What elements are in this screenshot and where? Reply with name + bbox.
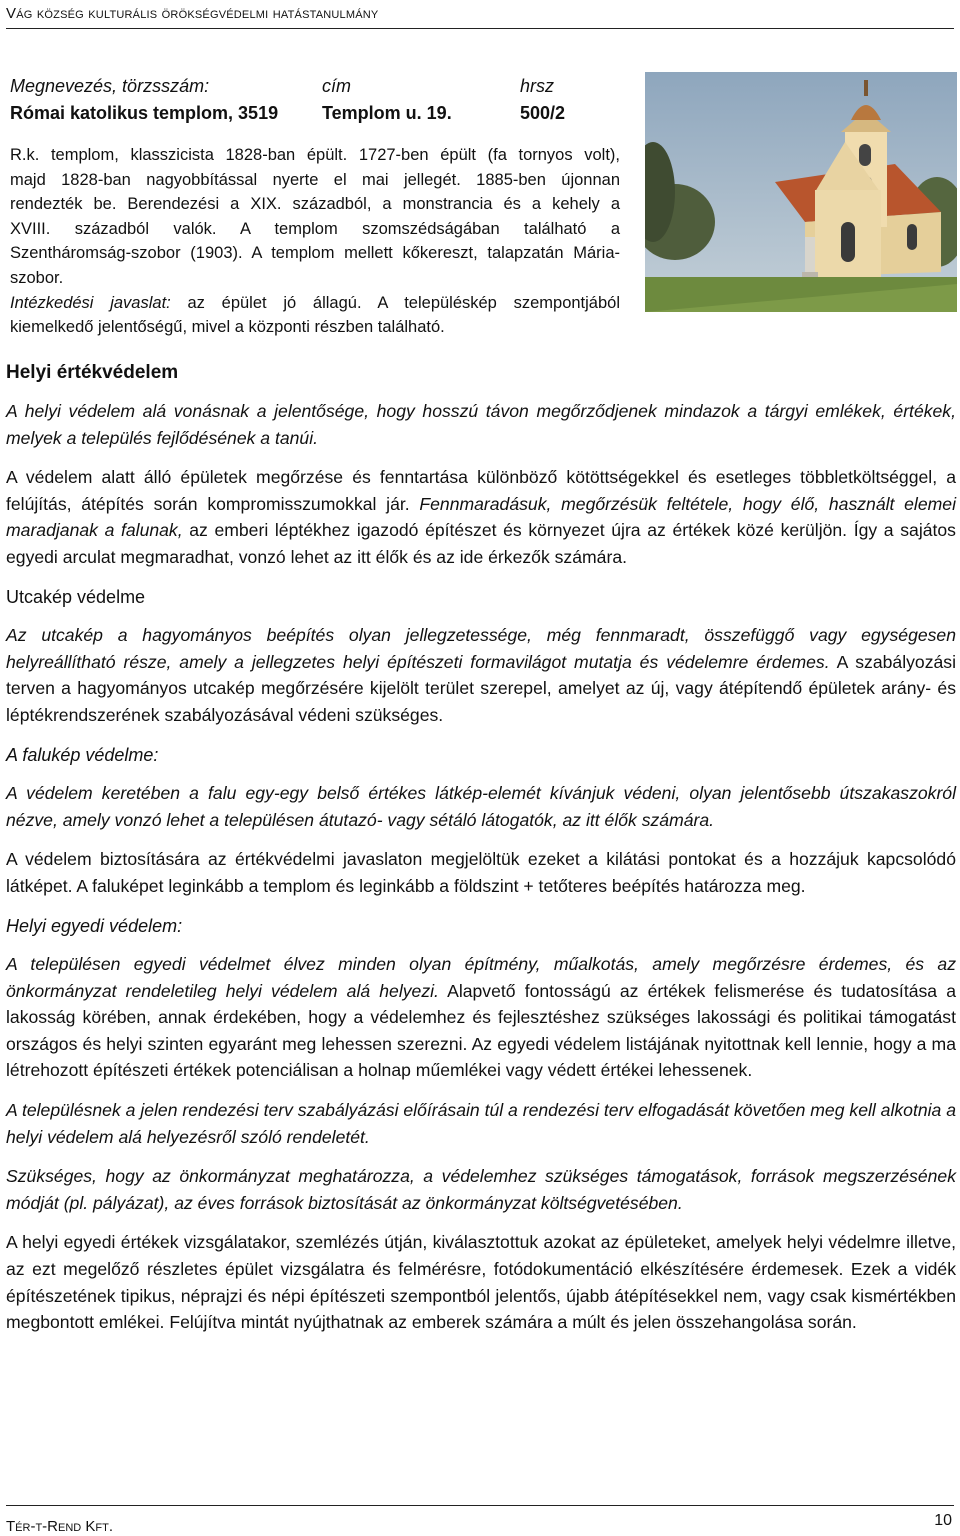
label-name: Megnevezés, törzsszám: [10, 76, 210, 96]
measure-line-2: kiemelkedő jelentőségű, mivel a központi részben található. [10, 318, 445, 337]
page-header [6, 2, 954, 29]
value-name: Római katolikus templom, 3519 [10, 103, 279, 123]
subheading-local: Helyi egyedi védelem: [6, 915, 183, 936]
building-description [10, 143, 620, 340]
description-line: rendezték be. Berendezési a XIX. századból, a monstrancia és a kehely a [10, 195, 620, 214]
text-span-italic: Az utcakép a hagyományos beépítés olyan jellegzetessége, még fennmaradt, összefüggő vagy egységesen helyreállítható része, amely a jellegzetes helyi építészeti formavilágot mutatja és védelemre érdemes. [6, 625, 956, 672]
value-address: Templom u. 19. [322, 103, 452, 123]
subheading-village: A falukép védelme: [6, 744, 159, 765]
page-footer [6, 1505, 954, 1534]
text-span-italic: Fennmaradásuk, megőrzésük feltétele, hogy élő, használt elemei maradjanak a falunak, [6, 493, 956, 541]
paragraph [6, 464, 956, 570]
paragraph [6, 951, 956, 1084]
paragraph: A helyi védelem alá vonásnak a jelentősége, hogy hosszú távon megőrződjenek mindazok a tárgyi emlékek, értékek, melyek a település fejlődésének a tanúi. [6, 401, 956, 448]
paragraph [6, 622, 956, 728]
text-span: az emberi léptékhez igazodó építészet és környezet újra az értékek közé kerüljön. Így a sajátos egyedi arculat megmaradhat, vonzó lehet az itt élők és az ide érkezők számára. [6, 520, 956, 567]
paragraph: A védelem keretében a falu egy-egy belső értékes látkép-elemét kívánjuk védeni, olyan jelentősebb útszakaszokról nézve, amely vonzó lehet a településen átutazó- vagy sétáló látogatók, az itt élők számára. [6, 783, 956, 830]
section-title: Helyi értékvédelem [6, 362, 179, 383]
text-span: Alapvető fontosságú az értékek felismerése és tudatosítása a lakosság körében, annak érdekében, hogy a védelemhez és fejlesztéshez szükséges lakossági és politikai támogatást országos és helyi szinten egyaránt meg lehessen szerezni. Az egyedi védelem listájának nyitottnak kell lennie, hogy a ma létrehozott építészeti értékek potenciálisan a holnap műemlékei vagy védett értékei lehessenek. [6, 980, 956, 1081]
main-text [6, 398, 956, 1349]
description-line: szobor. [10, 268, 64, 287]
document-title: Vág község kulturális örökségvédelmi hatástanulmány [6, 5, 379, 22]
description-line: Szentháromság-szobor (1903). A templom mellett kőkereszt, talapzatán Mária- [10, 244, 620, 263]
company-name: Tér-t-Rend Kft. [6, 1518, 113, 1535]
page-number: 10 [934, 1512, 952, 1529]
paragraph: A védelem biztosítására az értékvédelmi javaslaton megjelöltük ezeket a kilátási pontokat és a hozzájuk kapcsolódó látképet. A faluképet leginkább a templom és leginkább a földszint + tetőteres beépítés határozza meg. [6, 849, 956, 896]
label-address: cím [322, 76, 351, 96]
text-span: A védelem alatt álló épületek megőrzése és fenntartása különböző kötöttségekkel és esetleges többletköltséggel, a felújítás, átépítés során kompromisszumokkal jár. [6, 467, 956, 514]
church-photo [645, 72, 957, 312]
paragraph: A településnek a jelen rendezési terv szabályázási előírásain túl a rendezési terv elfogadását követően meg kell alkotnia a helyi védelem alá helyezésről szóló rendeletét. [6, 1100, 956, 1147]
description-line: R.k. templom, klasszicista 1828-ban épült. 1727-ben épült (fa tornyos volt), [10, 146, 620, 164]
description-line: majd 1828-ban nagyobbítással nyerte el mai jellegét. 1885-ben újonnan [10, 170, 620, 189]
paragraph: A helyi egyedi értékek vizsgálatakor, szemlézés útján, kiválasztottuk azokat az épületeket, amelyek helyi védelmre illetve, az ezt megelőző részletes épület vizsgálatra és felmérésre, fotódokumentáció elkészítésére érdemesek. Ezek a vidék építészetének tipikus, néprajzi és népi építészeti szempontból jelentős, újabb átépítésekkel nem, vagy csak kismértékben megbontott emlékei. Felújítva mintát nyújthatnak az emberek számára a múlt és jelen összehangolása során. [6, 1232, 956, 1333]
measure-text: az épület jó állagú. A településkép szempontjából [170, 293, 620, 312]
paragraph: Szükséges, hogy az önkormányzat meghatározza, a védelemhez szükséges támogatások, források megszerzésének módját (pl. pályázat), az éves források biztosítását az önkormányzat költségvetésében. [6, 1166, 956, 1213]
text-span: A szabályozási terven a hagyományos utcakép megőrzésére kijelölt terület szerepel, amelyet az új, vagy átépítendő épületek arány- és léptékrendszerének szabályozásával védeni szükséges. [6, 651, 956, 725]
subheading-streetscape: Utcakép védelme [6, 586, 146, 607]
measure-label: Intézkedési javaslat: [10, 293, 171, 312]
value-parcel: 500/2 [520, 103, 566, 123]
description-line: XVIII. századból valók. A templom szomszédságában található a [10, 219, 620, 238]
label-parcel: hrsz [520, 76, 555, 96]
measure-line [10, 291, 620, 316]
text-span-italic: A településen egyedi védelmet élvez minden olyan építmény, műalkotás, amely megőrzésre érdemes, és az önkormányzat rendeletileg helyi védelem alá helyezi. [6, 954, 956, 1001]
